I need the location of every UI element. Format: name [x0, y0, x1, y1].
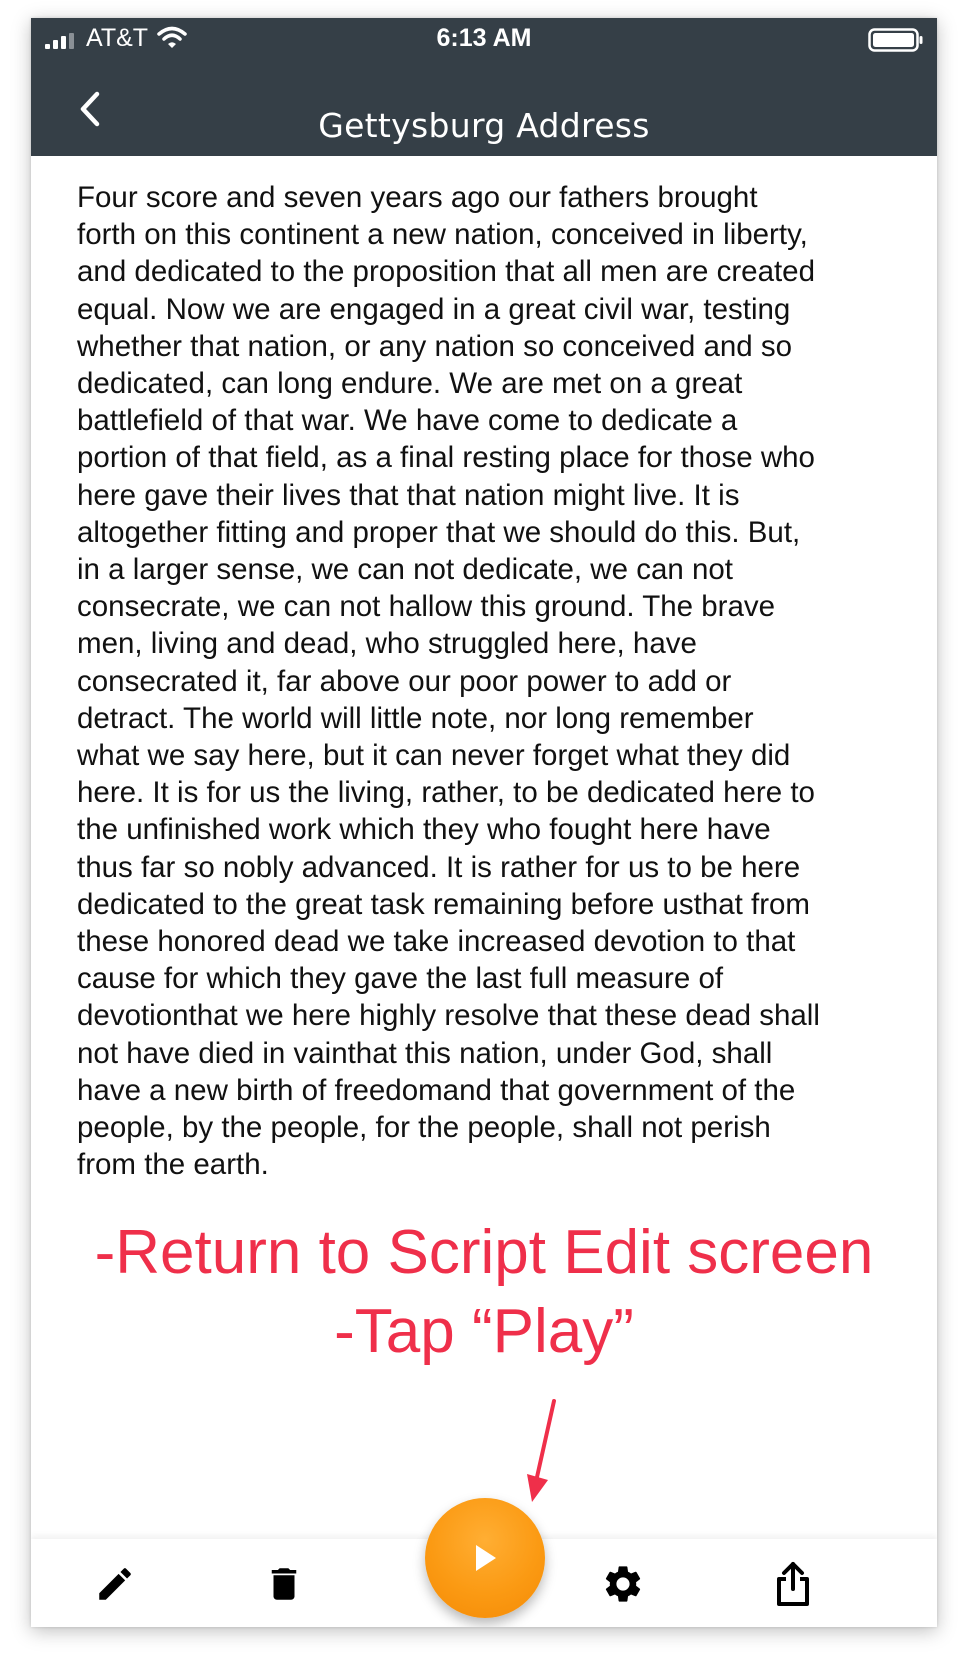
script-text: Four score and seven years ago our fathers brought forth on this continent a new nation, conceived in liberty, and dedicated to the proposition that all men are created equal. Now we are engaged in a great civil war, testing whether that nation, or any nation so conceived and so dedicated, can long endure. We are met on a great battlefield of that war. We have come to dedicate a portion of that field, as a final resting place for those who here gave their lives that that nation might live. It is altogether fitting and proper that we should do this. But, in a larger sense, we can not dedicate, we can not consecrate, we can not hallow this ground. The brave men, living and dead, who struggled here, have consecrated it, far above our poor power to add or detract. The world will little note, nor long remember what we say here, but it can never forget what they did here. It is for us the living, rather, to be dedicated here to the unfinished work which they who fought here have thus far so nobly advanced. It is rather for us to be here dedicated to the great task remaining before usthat from these honored dead we take increased devotion to that cause for which they gave the last full measure of devotionthat we here highly resolve that these dead shall not have died in vainthat this nation, under God, shall have a new birth of freedomand that government of the people, by the people, for the people, shall not perish from the earth.: [77, 181, 820, 1182]
play-button[interactable]: [425, 1498, 545, 1618]
navigation-bar: [31, 62, 937, 156]
settings-button[interactable]: [598, 1559, 648, 1609]
gear-icon: [601, 1562, 645, 1606]
play-icon: [471, 1543, 499, 1573]
status-bar: [31, 18, 937, 62]
edit-button[interactable]: [90, 1559, 140, 1609]
top-bar: [31, 18, 937, 156]
pointer-arrow-icon: [521, 1398, 561, 1508]
instruction-annotation: -Return to Script Edit screen -Tap “Play”: [94, 1218, 874, 1366]
carrier-label: AT&T: [86, 24, 149, 52]
pencil-icon: [94, 1563, 136, 1605]
delete-button[interactable]: [259, 1559, 309, 1609]
trash-icon: [263, 1563, 305, 1605]
status-time: 6:13 AM: [436, 24, 532, 52]
page-title: Gettysburg Address: [318, 106, 650, 145]
battery-icon: [868, 28, 924, 52]
share-icon: [773, 1561, 813, 1607]
phone-screen: [31, 18, 937, 1627]
share-button[interactable]: [768, 1559, 818, 1609]
